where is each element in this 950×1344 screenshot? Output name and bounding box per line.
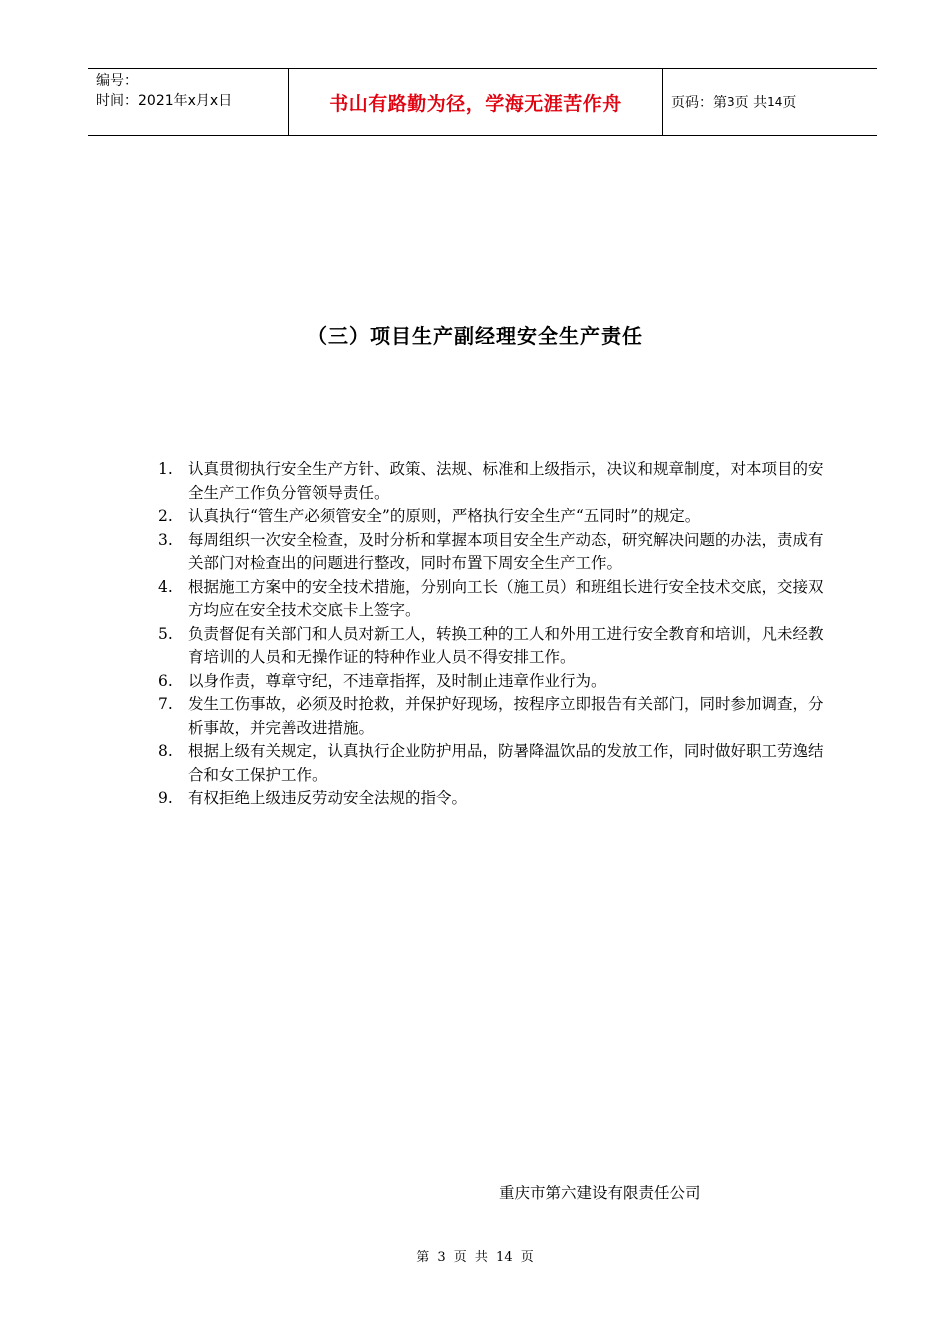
list-item: [158, 623, 838, 670]
page-current: 3: [727, 95, 735, 109]
header-meta: [88, 69, 288, 135]
page-middle: 页 共: [734, 95, 768, 111]
list-item: [158, 529, 838, 576]
time-label: 时间：2021年x月x日: [96, 93, 233, 109]
list-item: [158, 693, 838, 740]
item-text: 负责督促有关部门和人员对新工人，转换工种的工人和外用工进行安全教育和培训，凡未经教育培训的人员和无操作证的特种作业人员不得安排工作。: [188, 624, 824, 666]
item-number: 1.: [158, 460, 173, 478]
list-item: [158, 458, 838, 505]
page-total: 14: [767, 95, 783, 109]
page-prefix: 页码：第: [671, 95, 727, 111]
item-number: 7.: [158, 695, 173, 713]
page-suffix: 页: [782, 95, 797, 111]
item-number: 2.: [158, 507, 173, 525]
header-page-info: [671, 69, 796, 135]
list-item: [158, 670, 838, 694]
list-item: [158, 787, 838, 811]
item-text: 有权拒绝上级违反劳动安全法规的指令。: [188, 789, 468, 807]
responsibility-list: [158, 458, 838, 811]
item-text: 发生工伤事故，必须及时抢救，并保护好现场，按程序立即报告有关部门，同时参加调查，分析事故，并完善改进措施。: [188, 695, 824, 737]
document-title: （三）项目生产副经理安全生产责任: [307, 324, 643, 348]
header-divider: [662, 69, 663, 135]
header-motto: 书山有路勤为径，学海无涯苦作舟: [329, 92, 622, 115]
item-number: 4.: [158, 577, 173, 596]
item-number: 8.: [158, 742, 173, 760]
item-text: 根据施工方案中的安全技术措施，分别向工长（施工员）和班组长进行安全技术交底，交接双方均应在安全技术交底卡上签字。: [188, 577, 824, 619]
company-signature: 重庆市第六建设有限责任公司: [499, 1184, 701, 1202]
list-item: [158, 505, 838, 529]
item-text: 认真贯彻执行安全生产方针、政策、法规、标准和上级指示，决议和规章制度，对本项目的安全生产工作负分管领导责任。: [188, 460, 824, 502]
item-text: 认真执行“管生产必须管安全”的原则，严格执行安全生产“五同时”的规定。: [188, 507, 701, 525]
item-text: 根据上级有关规定，认真执行企业防护用品，防暑降温饮品的发放工作，同时做好职工劳逸结合和女工保护工作。: [188, 742, 824, 784]
page-footer: 第 3 页 共 14 页: [416, 1250, 534, 1265]
item-number: 3.: [158, 530, 173, 549]
code-label: 编号：: [96, 73, 138, 89]
item-number: 9.: [158, 789, 173, 807]
list-item: [158, 576, 838, 623]
item-text: 每周组织一次安全检查，及时分析和掌握本项目安全生产动态，研究解决问题的办法，责成有关部门对检查出的问题进行整改，同时布置下周安全生产工作。: [188, 530, 824, 572]
item-text: 以身作责，尊章守纪，不违章指挥，及时制止违章作业行为。: [188, 671, 607, 690]
item-number: 5.: [158, 624, 173, 643]
list-item: [158, 740, 838, 787]
page-header: [88, 68, 877, 136]
item-number: 6.: [158, 671, 173, 690]
